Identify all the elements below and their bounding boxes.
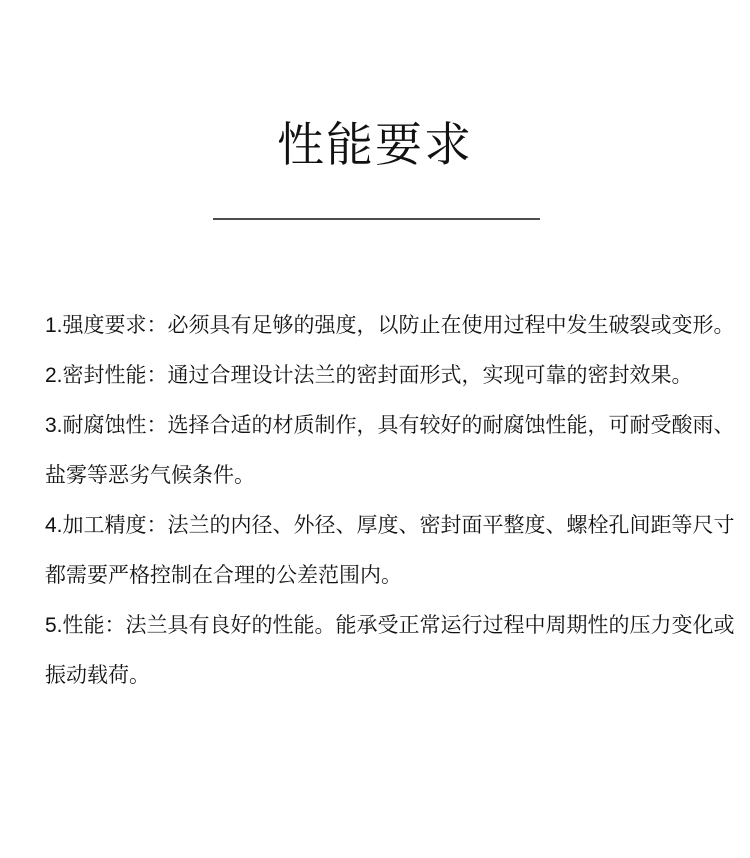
list-item-4-line-2: 都需要严格控制在合理的公差范围内。 [45,564,402,587]
list-item-5-line-1: 5.性能：法兰具有良好的性能。能承受正常运行过程中周期性的压力变化或 [45,614,735,637]
list-item-4 [45,501,735,601]
list-item-2 [45,351,723,401]
list-item-5-line-2: 振动载荷。 [45,664,150,687]
list-item-3 [45,401,735,501]
page-title: 性能要求 [277,118,473,171]
list-item-2-line-1: 2.密封性能：通过合理设计法兰的密封面形式，实现可靠的密封效果。 [45,364,693,387]
title-divider [213,218,540,220]
content-list [45,301,735,701]
list-item-3-line-1: 3.耐腐蚀性：选择合适的材质制作，具有较好的耐腐蚀性能，可耐受酸雨、 [45,414,735,437]
list-item-4-line-1: 4.加工精度：法兰的内径、外径、厚度、密封面平整度、螺栓孔间距等尺寸 [45,514,735,537]
list-item-1 [45,301,735,351]
list-item-1-line-1: 1.强度要求：必须具有足够的强度，以防止在使用过程中发生破裂或变形。 [45,314,735,337]
list-item-5 [45,601,735,701]
list-item-3-line-2: 盐雾等恶劣气候条件。 [45,464,255,487]
